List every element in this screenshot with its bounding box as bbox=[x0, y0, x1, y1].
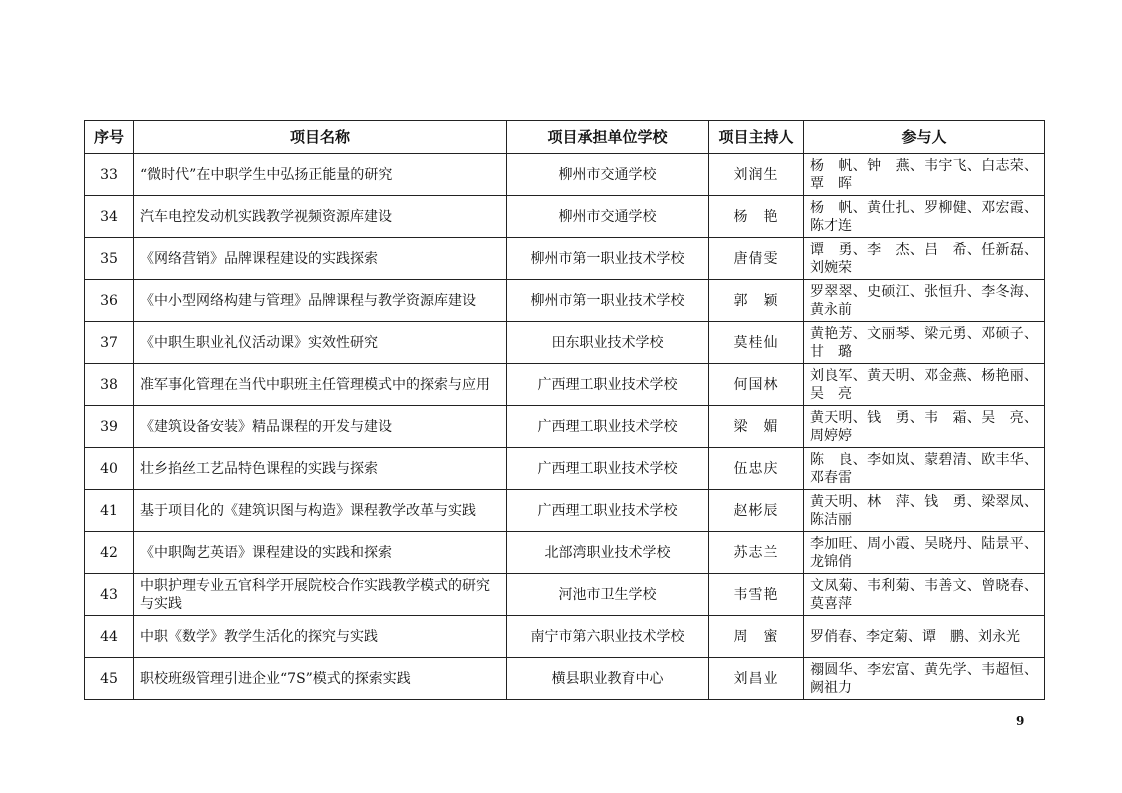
cell-no: 45 bbox=[85, 658, 134, 700]
cell-participants: 杨 帆、黄仕扎、罗柳健、邓宏霞、陈才连 bbox=[804, 196, 1045, 238]
table-row bbox=[85, 364, 1045, 406]
cell-project-name: 中职《数学》教学生活化的探究与实践 bbox=[134, 616, 507, 658]
projects-table bbox=[84, 120, 1045, 700]
cell-participants: 禤圆华、李宏富、黄先学、韦超恒、阙祖力 bbox=[804, 658, 1045, 700]
table-row bbox=[85, 322, 1045, 364]
header-host: 项目主持人 bbox=[709, 121, 804, 154]
table-row bbox=[85, 196, 1045, 238]
cell-no: 33 bbox=[85, 154, 134, 196]
cell-host: 刘昌业 bbox=[709, 658, 804, 700]
header-school: 项目承担单位学校 bbox=[507, 121, 709, 154]
cell-project-name: 中职护理专业五官科学开展院校合作实践教学模式的研究与实践 bbox=[134, 574, 507, 616]
cell-participants: 李加旺、周小霞、吴晓丹、陆景平、龙锦俏 bbox=[804, 532, 1045, 574]
cell-host: 郭 颖 bbox=[709, 280, 804, 322]
table-row bbox=[85, 154, 1045, 196]
cell-project-name: 汽车电控发动机实践教学视频资源库建设 bbox=[134, 196, 507, 238]
cell-participants: 刘良军、黄天明、邓金燕、杨艳丽、吴 亮 bbox=[804, 364, 1045, 406]
cell-no: 37 bbox=[85, 322, 134, 364]
cell-host: 韦雪艳 bbox=[709, 574, 804, 616]
table-header-row bbox=[85, 121, 1045, 154]
table-row bbox=[85, 490, 1045, 532]
cell-participants: 杨 帆、钟 燕、韦宇飞、白志荣、覃 晖 bbox=[804, 154, 1045, 196]
cell-project-name: 《中小型网络构建与管理》品牌课程与教学资源库建设 bbox=[134, 280, 507, 322]
cell-no: 44 bbox=[85, 616, 134, 658]
cell-no: 41 bbox=[85, 490, 134, 532]
cell-project-name: 《中职生职业礼仪活动课》实效性研究 bbox=[134, 322, 507, 364]
cell-project-name: 《建筑设备安装》精品课程的开发与建设 bbox=[134, 406, 507, 448]
cell-participants: 罗翠翠、史硕江、张恒升、李冬海、黄永前 bbox=[804, 280, 1045, 322]
cell-host: 莫桂仙 bbox=[709, 322, 804, 364]
cell-participants: 罗俏春、李定菊、谭 鹏、刘永光 bbox=[804, 616, 1045, 658]
cell-host: 赵彬辰 bbox=[709, 490, 804, 532]
cell-no: 40 bbox=[85, 448, 134, 490]
cell-school: 广西理工职业技术学校 bbox=[507, 406, 709, 448]
cell-project-name: 准军事化管理在当代中职班主任管理模式中的探索与应用 bbox=[134, 364, 507, 406]
cell-school: 北部湾职业技术学校 bbox=[507, 532, 709, 574]
cell-participants: 文凤菊、韦利菊、韦善文、曾晓春、莫喜萍 bbox=[804, 574, 1045, 616]
table-row bbox=[85, 616, 1045, 658]
cell-project-name: 基于项目化的《建筑识图与构造》课程教学改革与实践 bbox=[134, 490, 507, 532]
cell-participants: 黄天明、钱 勇、韦 霜、吴 亮、周婷婷 bbox=[804, 406, 1045, 448]
cell-no: 42 bbox=[85, 532, 134, 574]
cell-school: 柳州市第一职业技术学校 bbox=[507, 238, 709, 280]
cell-no: 39 bbox=[85, 406, 134, 448]
table-row bbox=[85, 574, 1045, 616]
cell-school: 柳州市交通学校 bbox=[507, 196, 709, 238]
table-row bbox=[85, 658, 1045, 700]
cell-host: 苏志兰 bbox=[709, 532, 804, 574]
cell-project-name: 职校班级管理引进企业“7S”模式的探索实践 bbox=[134, 658, 507, 700]
cell-host: 何国林 bbox=[709, 364, 804, 406]
cell-host: 伍忠庆 bbox=[709, 448, 804, 490]
table-row bbox=[85, 406, 1045, 448]
cell-no: 34 bbox=[85, 196, 134, 238]
cell-project-name: 壮乡掐丝工艺品特色课程的实践与探索 bbox=[134, 448, 507, 490]
cell-participants: 谭 勇、李 杰、吕 希、任新磊、刘婉荣 bbox=[804, 238, 1045, 280]
table-row bbox=[85, 448, 1045, 490]
header-participants: 参与人 bbox=[804, 121, 1045, 154]
cell-school: 河池市卫生学校 bbox=[507, 574, 709, 616]
table-row bbox=[85, 280, 1045, 322]
cell-host: 梁 媚 bbox=[709, 406, 804, 448]
table-row bbox=[85, 238, 1045, 280]
cell-school: 南宁市第六职业技术学校 bbox=[507, 616, 709, 658]
cell-project-name: 《网络营销》品牌课程建设的实践探索 bbox=[134, 238, 507, 280]
cell-school: 广西理工职业技术学校 bbox=[507, 364, 709, 406]
cell-school: 广西理工职业技术学校 bbox=[507, 490, 709, 532]
cell-no: 36 bbox=[85, 280, 134, 322]
cell-no: 43 bbox=[85, 574, 134, 616]
cell-project-name: 《中职陶艺英语》课程建设的实践和探索 bbox=[134, 532, 507, 574]
header-no: 序号 bbox=[85, 121, 134, 154]
cell-host: 杨 艳 bbox=[709, 196, 804, 238]
header-name: 项目名称 bbox=[134, 121, 507, 154]
page-number: 9 bbox=[1016, 714, 1025, 728]
cell-participants: 黄艳芳、文丽琴、梁元勇、邓硕子、甘 璐 bbox=[804, 322, 1045, 364]
cell-school: 横县职业教育中心 bbox=[507, 658, 709, 700]
cell-school: 柳州市交通学校 bbox=[507, 154, 709, 196]
cell-participants: 黄天明、林 萍、钱 勇、梁翠凤、陈洁丽 bbox=[804, 490, 1045, 532]
cell-school: 柳州市第一职业技术学校 bbox=[507, 280, 709, 322]
cell-host: 唐倩雯 bbox=[709, 238, 804, 280]
cell-host: 刘润生 bbox=[709, 154, 804, 196]
table-body bbox=[85, 154, 1045, 700]
cell-host: 周 蜜 bbox=[709, 616, 804, 658]
cell-no: 35 bbox=[85, 238, 134, 280]
cell-no: 38 bbox=[85, 364, 134, 406]
cell-school: 广西理工职业技术学校 bbox=[507, 448, 709, 490]
cell-project-name: “微时代”在中职学生中弘扬正能量的研究 bbox=[134, 154, 507, 196]
cell-participants: 陈 良、李如岚、蒙碧清、欧丰华、邓春雷 bbox=[804, 448, 1045, 490]
table-row bbox=[85, 532, 1045, 574]
cell-school: 田东职业技术学校 bbox=[507, 322, 709, 364]
